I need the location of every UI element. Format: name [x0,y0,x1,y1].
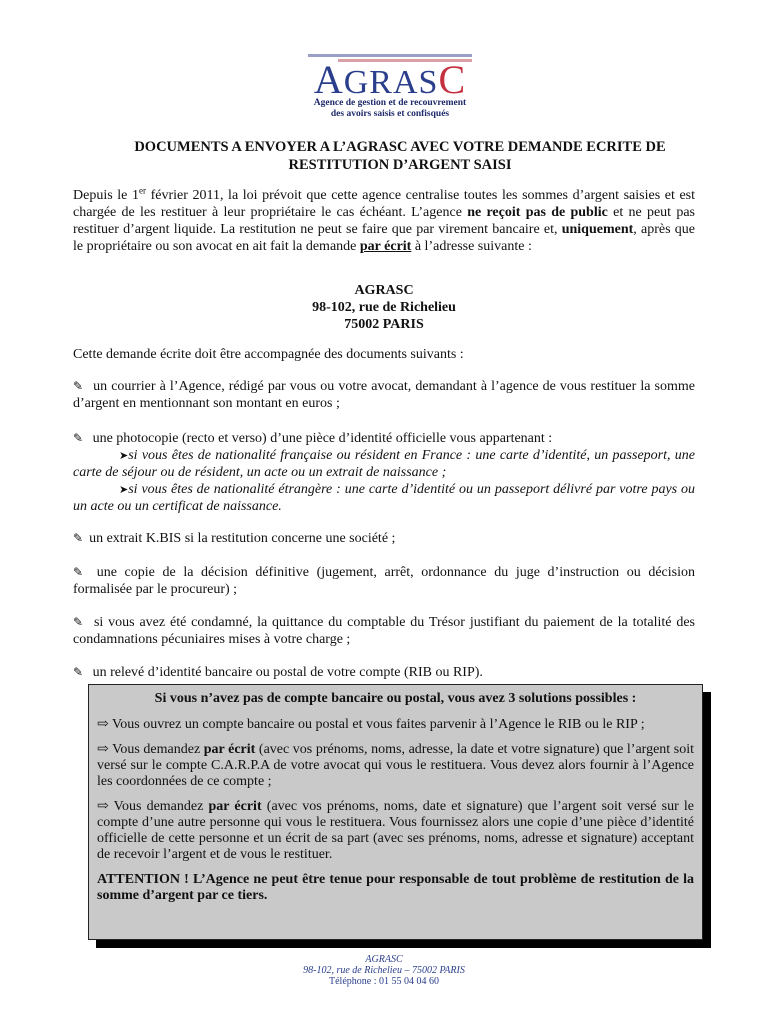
pointing-hand-icon: ✎ [73,615,84,629]
agrasc-logo [300,48,480,128]
list-item: ✎ une photocopie (recto et verso) d’une pièce d’identité officielle vous appartenant : [73,431,553,446]
list-item: ✎ un courrier à l’Agence, rédigé par vous ou votre avocat, demandant à l’agence de vous restituer la somme d’argent en mentionnant son montant en euros ; [73,379,695,411]
pointing-hand-icon: ✎ [73,379,84,393]
document-title: DOCUMENTS A ENVOYER A L’AGRASC AVEC VOTRE DEMANDE ECRITE DE RESTITUTION D’ARGENT SAISI [134,139,666,173]
list-subitem: ➤si vous êtes de nationalité étrangère : une carte d’identité ou un passeport délivré par votre pays ou un acte ou un certificat de naissance. [73,482,695,514]
warning-text: ATTENTION ! L’Agence ne peut être tenue pour responsable de tout problème de restitution de la somme d’argent par ce tiers. [97,872,694,903]
list-item: ✎ une copie de la décision définitive (jugement, arrêt, ordonnance du juge d’instruction ou décision formalisée par le procureur) ; [73,565,696,597]
footer: AGRASC 98-102, rue de Richelieu – 75002 PARIS Téléphone : 01 55 04 04 60 [303,954,465,987]
documents-intro: Cette demande écrite doit être accompagnée des documents suivants : [73,347,464,362]
solution-1: ⇨ Vous ouvrez un compte bancaire ou postal et vous faites parvenir à l’Agence le RIB ou le RIP ; [97,717,645,732]
list-item: ✎ un extrait K.BIS si la restitution concerne une société ; [73,531,396,546]
right-arrow-icon: ⇨ [97,717,109,732]
list-subitem: ➤si vous êtes de nationalité française ou résident en France : une carte d’identité, un passeport, une carte de séjour ou de résident, un acte ou un extrait de naissance ; [73,448,695,480]
intro-paragraph: Depuis le 1er février 2011, la loi prévoit que cette agence centralise toutes les sommes d’argent saisies et est chargée de les restituer à leur propriétaire le cas échéant. L’agence ne reçoit pas de public et ne peut pas restituer d’argent liquide. La restitution ne peut se faire que par virement bancaire et, uniquement, après que le propriétaire ou son avocat en ait fait la demande par écrit à l’adresse suivante : [73,185,696,254]
right-arrow-icon: ⇨ [97,742,109,757]
arrowhead-icon: ➤ [119,449,129,462]
pointing-hand-icon: ✎ [73,431,84,445]
right-arrow-icon: ⇨ [97,799,109,814]
solution-2: ⇨ Vous demandez par écrit (avec vos prénoms, noms, adresse, la date et votre signature) que l’argent soit versé sur le compte C.A.R.P.A de votre avocat qui vous le restituera. Vous devez alors fournir à l’Agence les coordonnées de ce compte ; [97,742,695,789]
logo-name: AGRASC [313,57,467,102]
pointing-hand-icon: ✎ [73,565,84,579]
pointing-hand-icon: ✎ [73,531,84,545]
pointing-hand-icon: ✎ [73,665,84,679]
solutions-box [88,684,703,940]
list-item: ✎ si vous avez été condamné, la quittance du comptable du Trésor justifiant du paiement de la totalité des condamnations pécuniaires mises à votre charge ; [73,615,696,647]
list-item: ✎ un relevé d’identité bancaire ou postal de votre compte (RIB ou RIP). [73,665,483,680]
solution-3: ⇨ Vous demandez par écrit (avec vos prénoms, noms, date et signature) que l’argent soit versé sur le compte d’une autre personne qui vous le restituera. Vous fournissez alors une copie d’une pièce d’identité officielle de cette personne et un écrit de sa part (avec ses prénoms, noms, adresse et signature) acceptant de recevoir l’argent et de vous le restituer. [97,799,694,862]
agency-address: AGRASC 98-102, rue de Richelieu 75002 PARIS [312,283,456,332]
arrowhead-icon: ➤ [119,483,129,496]
box-heading: Si vous n’avez pas de compte bancaire ou postal, vous avez 3 solutions possibles : [154,691,637,706]
logo-tagline: Agence de gestion et de recouvrement des avoirs saisis et confisqués [313,98,467,119]
